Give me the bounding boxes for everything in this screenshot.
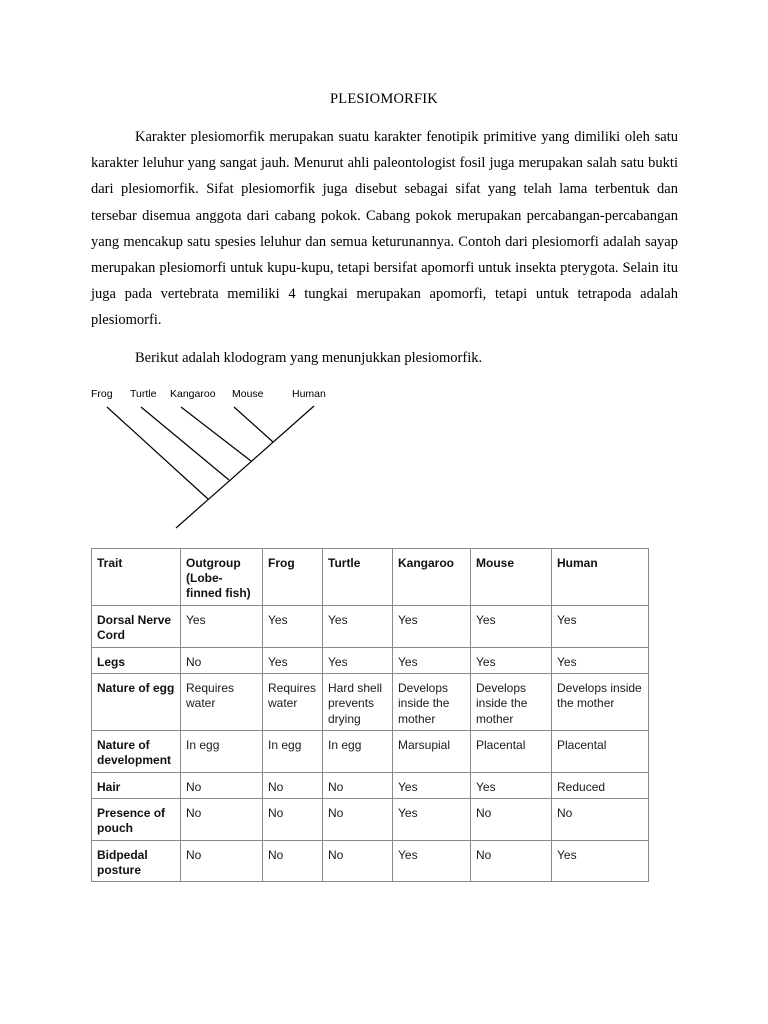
trait-cell: Legs (92, 648, 181, 674)
taxon-label-kangaroo: Kangaroo (170, 388, 216, 400)
taxon-label-frog: Frog (91, 388, 113, 400)
value-cell: Yes (323, 606, 393, 648)
trait-cell: Nature of egg (92, 674, 181, 731)
header-cell: Mouse (471, 549, 552, 606)
value-cell: Yes (552, 840, 649, 881)
taxon-label-human: Human (292, 388, 326, 400)
value-cell: Yes (323, 648, 393, 674)
value-cell: Yes (181, 606, 263, 648)
value-cell: Yes (471, 772, 552, 798)
table-row (92, 772, 649, 798)
taxon-label-turtle: Turtle (130, 388, 157, 400)
value-cell: Yes (393, 606, 471, 648)
value-cell: Yes (393, 772, 471, 798)
table-row (92, 674, 649, 731)
value-cell: Yes (552, 606, 649, 648)
value-cell: No (323, 840, 393, 881)
trait-cell: Dorsal Nerve Cord (92, 606, 181, 648)
value-cell: In egg (263, 731, 323, 772)
value-cell: In egg (181, 731, 263, 772)
cladogram-trunk (176, 406, 314, 528)
value-cell: No (263, 772, 323, 798)
cladogram-diagram (86, 381, 346, 533)
header-cell: Frog (263, 549, 323, 606)
trait-cell: Bidpedal posture (92, 840, 181, 881)
value-cell: No (263, 840, 323, 881)
value-cell: Yes (393, 840, 471, 881)
value-cell: No (552, 798, 649, 840)
trait-cell: Nature of development (92, 731, 181, 772)
value-cell: Yes (393, 798, 471, 840)
value-cell: Placental (471, 731, 552, 772)
table-row (92, 648, 649, 674)
value-cell: Yes (263, 648, 323, 674)
header-cell: Turtle (323, 549, 393, 606)
traits-table (91, 548, 649, 882)
value-cell: Marsupial (393, 731, 471, 772)
page-title: PLESIOMORFIK (330, 91, 438, 107)
value-cell: No (181, 798, 263, 840)
value-cell: No (471, 840, 552, 881)
header-cell: Outgroup (Lobe-finned fish) (181, 549, 263, 606)
table-row (92, 798, 649, 840)
header-cell: Trait (92, 549, 181, 606)
value-cell: No (181, 840, 263, 881)
value-cell: No (181, 772, 263, 798)
value-cell: Develops inside the mother (471, 674, 552, 731)
table-row (92, 731, 649, 772)
trait-cell: Hair (92, 772, 181, 798)
value-cell: Placental (552, 731, 649, 772)
value-cell: Yes (471, 648, 552, 674)
value-cell: In egg (323, 731, 393, 772)
value-cell: No (323, 772, 393, 798)
branch-kangaroo (181, 407, 251, 461)
value-cell: No (471, 798, 552, 840)
branch-mouse (234, 407, 273, 442)
header-cell: Kangaroo (393, 549, 471, 606)
value-cell: Hard shell prevents drying (323, 674, 393, 731)
trait-cell: Presence of pouch (92, 798, 181, 840)
branch-turtle (141, 407, 229, 480)
value-cell: Yes (263, 606, 323, 648)
value-cell: Yes (393, 648, 471, 674)
table-header-row (92, 549, 649, 606)
value-cell: Yes (552, 648, 649, 674)
table-row (92, 840, 649, 881)
value-cell: No (263, 798, 323, 840)
value-cell: Yes (471, 606, 552, 648)
header-cell: Human (552, 549, 649, 606)
intro-paragraph: Karakter plesiomorfik merupakan suatu karakter fenotipik primitive yang dimiliki oleh satu karakter leluhur yang sangat jauh. Menurut ahli paleontologist fosil juga merupakan salah satu bukti dari plesiomorfik. Sifat plesiomorfik juga disebut sebagai sifat yang telah lama terbentuk dan tersebar disemua anggota dari cabang pokok. Cabang pokok merupakan percabangan-percabangan yang mencakup satu spesies leluhur dan semua keturunannya. Contoh dari plesiomorfi adalah sayap merupakan plesiomorfi untuk kupu-kupu, tetapi bersifat apomorfi untuk insekta pterygota. Selain itu juga pada vertebrata memiliki 4 tungkai merupakan apomorfi, tetapi untuk tetrapoda adalah plesiomorfi. (91, 129, 678, 329)
value-cell: Requires water (181, 674, 263, 731)
value-cell: Requires water (263, 674, 323, 731)
cladogram-caption: Berikut adalah klodogram yang menunjukkan plesiomorfik. (135, 350, 483, 366)
value-cell: Reduced (552, 772, 649, 798)
value-cell: Develops inside the mother (552, 674, 649, 731)
taxon-label-mouse: Mouse (232, 388, 264, 400)
value-cell: No (181, 648, 263, 674)
table-row (92, 606, 649, 648)
value-cell: No (323, 798, 393, 840)
value-cell: Develops inside the mother (393, 674, 471, 731)
